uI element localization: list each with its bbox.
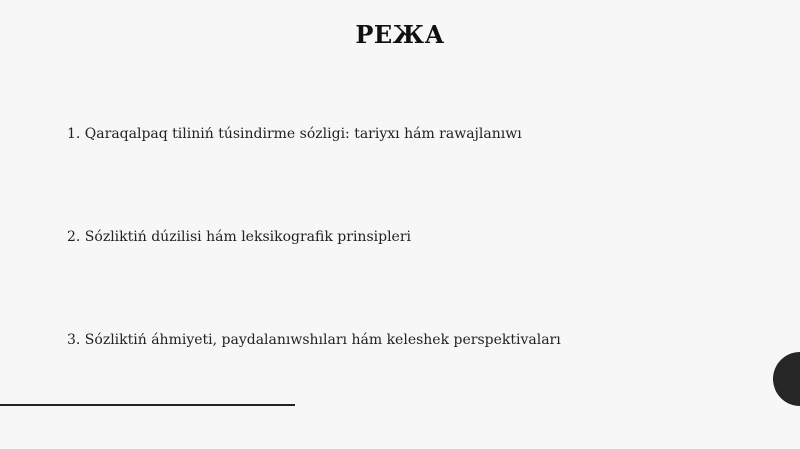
decorative-divider-line [0, 404, 295, 406]
plan-item-2: 2. Sózliktiń dúzilisi hám leksikografik prinsipleri [67, 229, 411, 245]
plan-item-1: 1. Qaraqalpaq tiliniń túsindirme sózligi: tariyxı hám rawajlanıwı [67, 126, 522, 142]
plan-item-3: 3. Sózliktiń áhmiyeti, paydalanıwshıları hám keleshek perspektivaları [67, 332, 561, 348]
decorative-circle [773, 352, 800, 406]
slide-title: РЕЖА [355, 20, 445, 49]
